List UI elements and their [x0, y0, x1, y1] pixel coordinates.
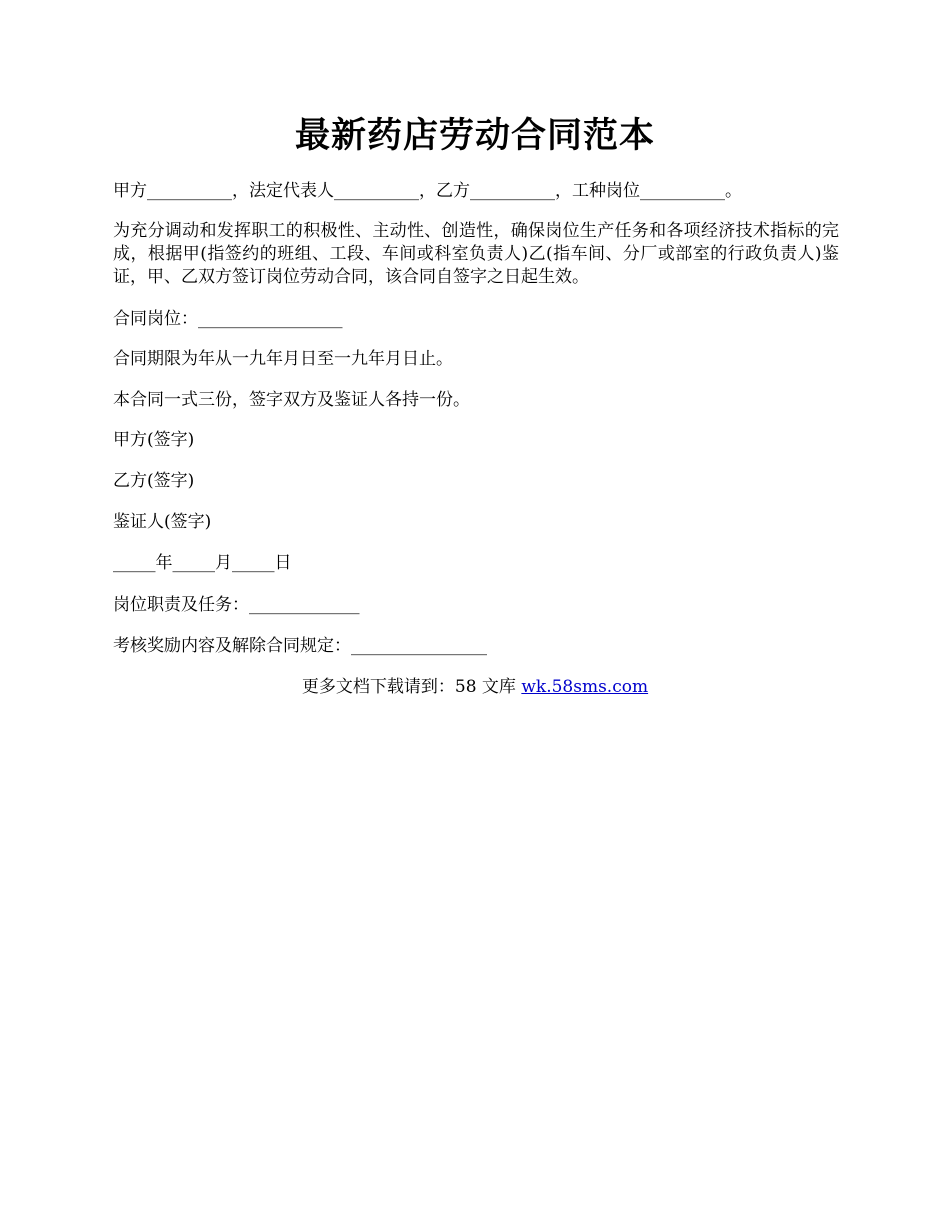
witness-signature: 鉴证人(签字)	[113, 512, 212, 532]
document-title: 最新药店劳动合同范本	[294, 115, 655, 156]
party-b-signature: 乙方(签字)	[113, 471, 195, 491]
parties-paragraph: 甲方__________，法定代表人__________，乙方__________，工种岗位__________。	[113, 181, 742, 201]
term-paragraph: 合同期限为年从一九年月日至一九年月日止。	[113, 349, 453, 369]
party-a-signature: 甲方(签字)	[113, 430, 195, 450]
footer-link[interactable]: wk.58sms.com	[521, 677, 649, 697]
position-paragraph: 合同岗位：_________________	[113, 309, 343, 329]
footer	[0, 676, 950, 699]
footer-text: 更多文档下载请到：58 文库	[301, 677, 522, 697]
duties-paragraph: 岗位职责及任务：_____________	[113, 595, 360, 615]
assessment-paragraph: 考核奖励内容及解除合同规定：________________	[113, 636, 487, 656]
purpose-paragraph: 为充分调动和发挥职工的积极性、主动性、创造性，确保岗位生产任务和各项经济技术指标的完成，根据甲(指签约的班组、工段、车间或科室负责人)乙(指车间、分厂或部室的行政负责人)鉴证，甲、乙双方签订岗位劳动合同，该合同自签字之日起生效。	[113, 221, 839, 287]
copies-paragraph: 本合同一式三份，签字双方及鉴证人各持一份。	[113, 390, 470, 410]
date-line: _____年_____月_____日	[113, 553, 292, 573]
